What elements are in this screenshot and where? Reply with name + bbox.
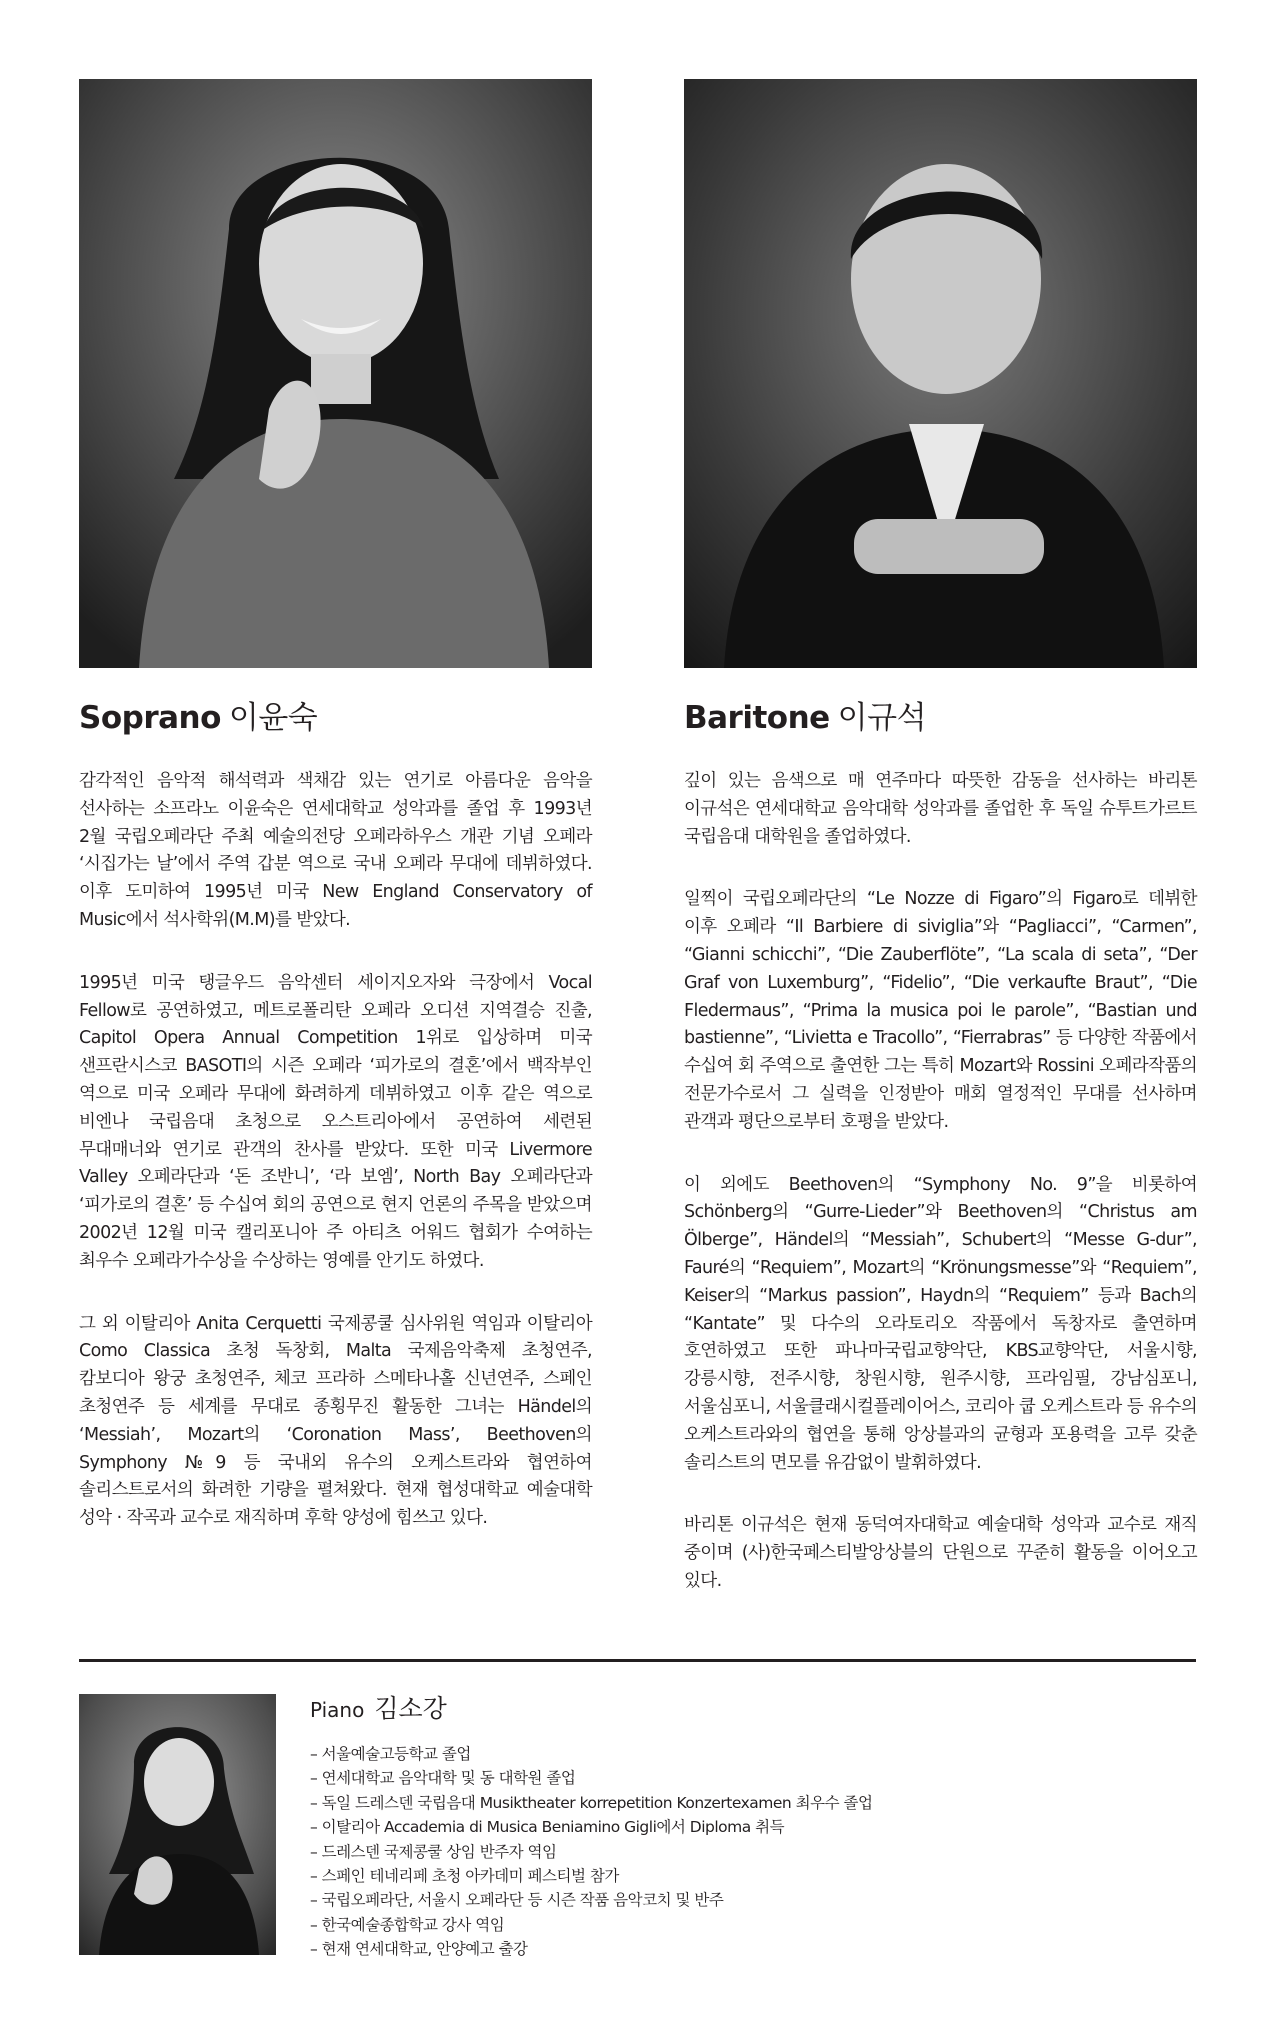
soprano-name: 이윤숙 bbox=[228, 700, 318, 736]
soprano-section bbox=[79, 698, 592, 1568]
list-item: – 독일 드레스덴 국립음대 Musiktheater korrepetition Konzertexamen 최우수 졸업 bbox=[310, 1793, 873, 1812]
soprano-portrait-photo bbox=[79, 79, 592, 668]
soprano-bio-paragraph: 감각적인 음악적 해석력과 색채감 있는 연기로 아름다운 음악을 선사하는 소프라노 이윤숙은 연세대학교 성악과를 졸업 후 1993년 2월 국립오페라단 주최 예술의전당 오페라하우스 개관 기념 오페라 ‘시집가는 날’에서 주역 갑분 역으로 국내 오페라 무대에 데뷔하였다. 이후 도미하여 1995년 미국 New England Conservatory of Music에서 석사학위(M.M)를 받았다. bbox=[79, 771, 592, 930]
list-item: – 현재 연세대학교, 안양예고 출강 bbox=[310, 1940, 528, 1959]
piano-name: 김소강 bbox=[374, 1694, 447, 1723]
list-item: – 국립오페라단, 서울시 오페라단 등 시즌 작품 음악코치 및 반주 bbox=[310, 1891, 724, 1910]
piano-career-list bbox=[310, 1742, 872, 1962]
baritone-role-label: Baritone bbox=[684, 700, 830, 736]
baritone-bio-paragraph: 깊이 있는 음색으로 매 연주마다 따뜻한 감동을 선사하는 바리톤 이규석은 연세대학교 음악대학 성악과를 졸업한 후 독일 슈투트가르트 국립음대 대학원을 졸업하였다. bbox=[684, 771, 1197, 847]
piano-role-label: Piano bbox=[310, 1698, 365, 1722]
piano-portrait-photo bbox=[79, 1694, 276, 1955]
list-item: – 이탈리아 Accademia di Musica Beniamino Gigli에서 Diploma 취득 bbox=[310, 1818, 785, 1837]
section-divider bbox=[79, 1659, 1196, 1662]
baritone-heading bbox=[684, 698, 1197, 738]
list-item: – 드레스덴 국제콩쿨 상임 반주자 역임 bbox=[310, 1842, 557, 1861]
soprano-role-label: Soprano bbox=[79, 700, 221, 736]
piano-heading bbox=[310, 1692, 447, 1727]
list-item: – 한국예술종합학교 강사 역임 bbox=[310, 1915, 505, 1934]
baritone-section bbox=[684, 698, 1197, 1631]
soprano-biography bbox=[79, 768, 592, 1533]
soprano-bio-paragraph: 1995년 미국 탱글우드 음악센터 세이지오자와 극장에서 Vocal Fellow로 공연하였고, 메트로폴리탄 오페라 오디션 지역결승 진출, Capitol Opera Annual Competition 1위로 입상하며 미국 샌프란시스코 BASOTI의 시즌 오페라 ‘피가로의 결혼’에서 백작부인 역으로 미국 오페라 무대에 화려하게 데뷔하였고 이후 같은 역으로 비엔나 국립음대 초청으로 오스트리아에서 공연하여 세련된 무대매너와 연기로 관객의 찬사를 받았다. 또한 미국 Livermore Valley 오페라단과 ‘돈 조반니’, ‘라 보엠’, North Bay 오페라단과 ‘피가로의 결혼’ 등 수십여 회의 공연으로 현지 언론의 주목을 받았으며 2002년 12월 미국 캘리포니아 주 아티츠 어워드 협회가 수여하는 최우수 오페라가수상을 수상하는 영예를 안기도 하였다. bbox=[79, 972, 592, 1271]
baritone-portrait-photo bbox=[684, 79, 1197, 668]
baritone-name: 이규석 bbox=[837, 700, 927, 736]
soprano-heading bbox=[79, 698, 592, 738]
soprano-bio-paragraph: 그 외 이탈리아 Anita Cerquetti 국제콩쿨 심사위원 역임과 이탈리아 Como Classica 초청 독창회, Malta 국제음악축제 초청연주, 캄보디아 왕궁 초청연주, 체코 프라하 스메타나홀 신년연주, 스페인 초청연주 등 세계를 무대로 종횡무진 활동한 그녀는 Händel의 ‘Messiah’, Mozart의 ‘Coronation Mass’, Beethoven의 Symphony №9 등 국내외 유수의 오케스트라와 협연하여 솔리스트로서의 화려한 기량을 펼쳐왔다. 현재 협성대학교 예술대학 성악 · 작곡과 교수로 재직하며 후학 양성에 힘쓰고 있다. bbox=[79, 1313, 592, 1529]
baritone-bio-paragraph: 바리톤 이규석은 현재 동덕여자대학교 예술대학 성악과 교수로 재직 중이며 (사)한국페스티발앙상블의 단원으로 꾸준히 활동을 이어오고 있다. bbox=[684, 1515, 1197, 1591]
list-item: – 연세대학교 음악대학 및 동 대학원 졸업 bbox=[310, 1769, 576, 1788]
list-item: – 서울예술고등학교 졸업 bbox=[310, 1745, 471, 1763]
baritone-biography bbox=[684, 768, 1197, 1596]
list-item: – 스페인 테네리페 초청 아카데미 페스티벌 참가 bbox=[310, 1867, 619, 1886]
baritone-bio-paragraph: 일찍이 국립오페라단의 “Le Nozze di Figaro”의 Figaro로 데뷔한 이후 오페라 “Il Barbiere di siviglia”와 “Pagliacci”, “Carmen”, “Gianni schicchi”, “Die Zauberflöte”, “La scala di seta”, “Der Graf von Luxemburg”, “Fidelio”, “Die verkaufte Braut”, “Die Fledermaus”, “Prima la musica poi le parole”, “Bastian und bastienne”, “Livietta e Tracollo”, “Fierrabras” 등 다양한 작품에서 수십여 회 주역으로 출연한 그는 특히 Mozart와 Rossini 오페라작품의 전문가수로서 그 실력을 인정받아 매회 열정적인 무대를 선사하며 관객과 평단으로부터 호평을 받았다. bbox=[684, 889, 1197, 1132]
baritone-bio-paragraph: 이 외에도 Beethoven의 “Symphony No. 9”을 비롯하여 Schönberg의 “Gurre-Lieder”와 Beethoven의 “Christus am Ölberge”, Händel의 “Messiah”, Schubert의 “Messe G-dur”, Fauré의 “Requiem”, Mozart의 “Krönungsmesse”와 “Requiem”, Keiser의 “Markus passion”, Haydn의 “Requiem” 등과 Bach의 “Kantate” 및 다수의 오라토리오 작품에서 독창자로 출연하며 호연하였고 또한 파나마국립교향악단, KBS교향악단, 서울시향, 강릉시향, 전주시향, 창원시향, 원주시향, 프라임필, 강남심포니, 서울심포니, 서울클래시컬플레이어스, 코리아 쿱 오케스트라 등 유수의 오케스트라와의 협연을 통해 앙상블과의 균형과 포용력을 고루 갖춘 솔리스트의 면모를 유감없이 발휘하였다. bbox=[684, 1174, 1197, 1473]
